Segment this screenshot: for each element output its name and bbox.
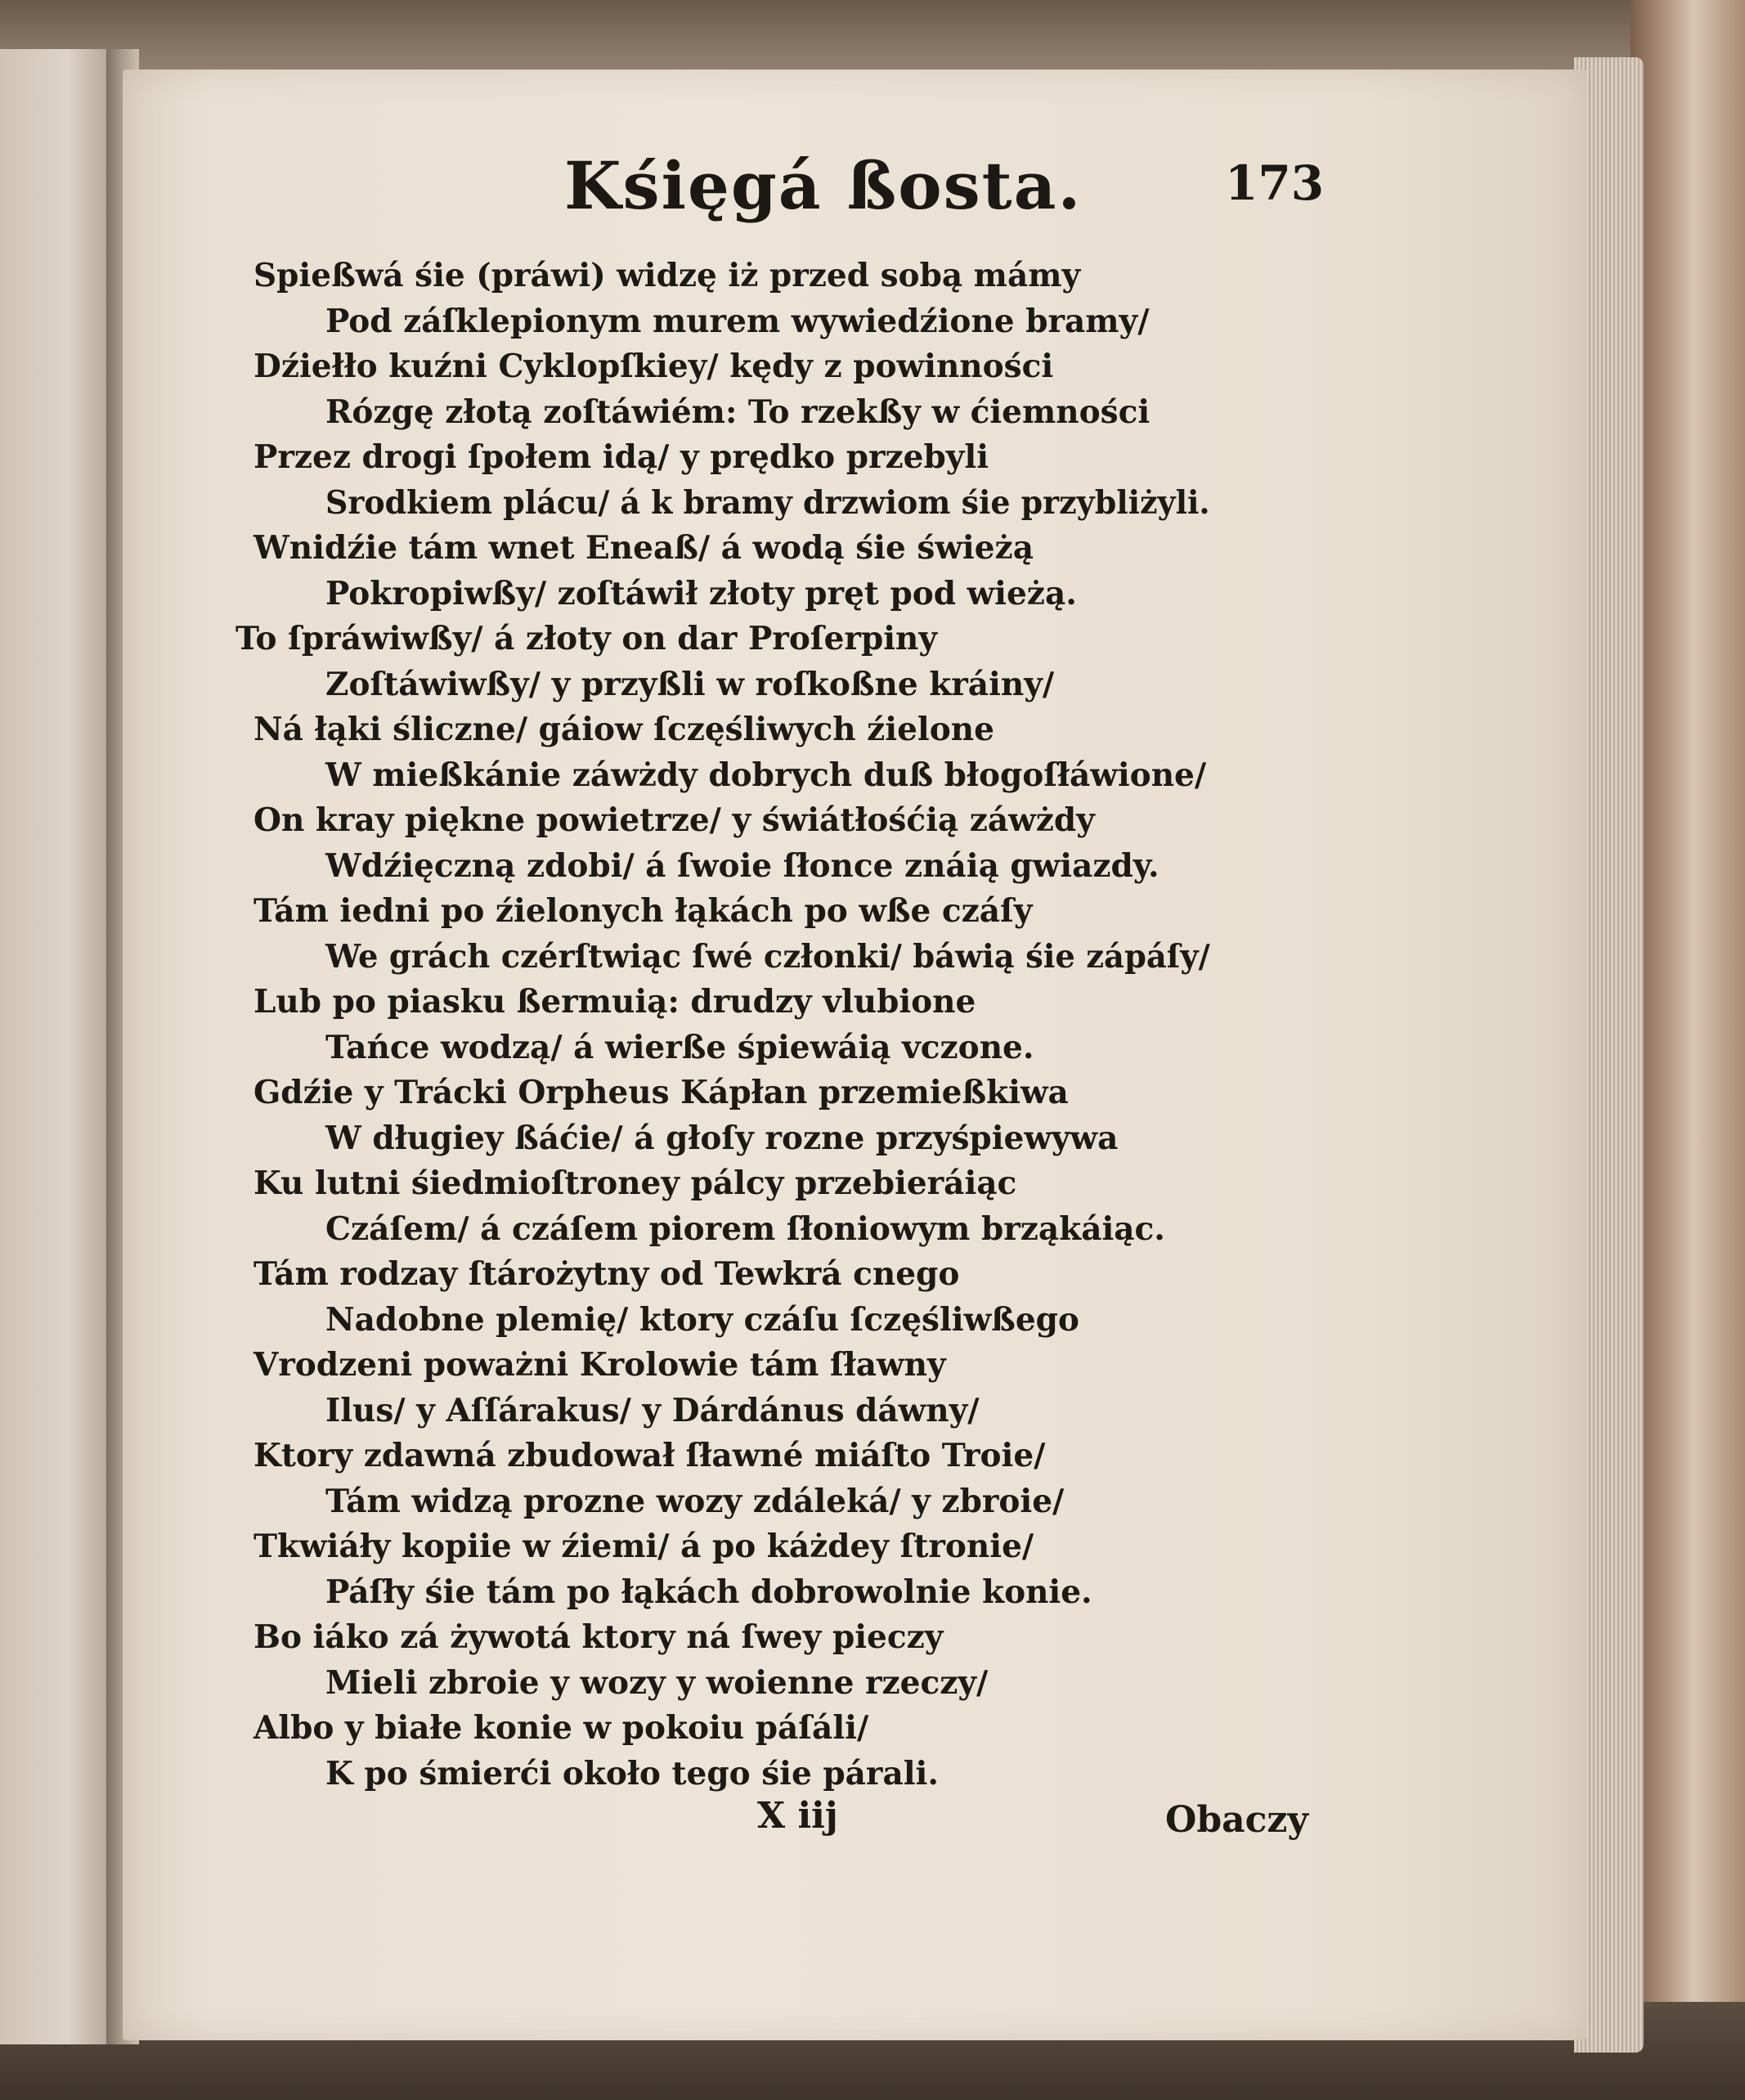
verse-line: W mießkánie záwżdy dobrych duß błogoſłáwione/ [325,756,1207,794]
left-page-edge [0,49,123,2044]
verse-line: Lub po piasku ßermuią: drudzy vlubione [253,983,976,1021]
verse-line: Wnidźie tám wnet Eneaß/ á wodą śie świeżą [253,529,1034,567]
verse-line: K po śmierći około tego śie párali. [325,1755,939,1793]
verse-line: Tám rodzay ſtárożytny od Tewkrá cnego [253,1255,960,1293]
verse-line: Páſły śie tám po łąkách dobrowolnie konie. [325,1573,1092,1611]
verse-line: Nadobne plemię/ ktory czáſu ſczęśliwßego [325,1301,1079,1339]
verse-line: Ilus/ y Aſſárakus/ y Dárdánus dáwny/ [325,1392,980,1429]
verse-line: Czáſem/ á czáſem piorem ſłoniowym brząkáiąc. [325,1210,1165,1248]
verse-line: Przez drogi ſpołem idą/ y prędko przebyli [253,438,989,476]
verse-line: Ktory zdawná zbudował ſławné miáſto Troie/ [253,1437,1046,1474]
verse-line: Spießwá śie (práwi) widzę iż przed sobą mámy [253,257,1081,294]
verse-line: Rózgę złotą zoſtáwiém: To rzekßy w ćiemności [325,393,1151,431]
verse-line: Gdźie y Trácki Orpheus Kápłan przemießkiwa [253,1074,1069,1111]
verse-line: Srodkiem plácu/ á k bramy drzwiom śie przybliżyli. [325,484,1210,522]
background-right [1631,0,1745,2100]
verse-line: Bo iáko zá żywotá ktory ná ſwey pieczy [253,1618,944,1656]
verse-line: To ſpráwiwßy/ á złoty on dar Proſerpiny [236,620,938,657]
page-number: 173 [1225,155,1325,211]
verse-line: On kray piękne powietrze/ y świátłośćią záwżdy [253,801,1095,839]
verse-line: Ku lutni śiedmioſtroney pálcy przebieráiąc [253,1164,1017,1202]
verse-line: Tkwiáły kopiie w źiemi/ á po káżdey ſtronie/ [253,1528,1034,1565]
verse-line: Albo y białe konie w pokoiu páſáli/ [253,1709,869,1747]
verse-line: Pod záſklepionym murem wywiedźione bramy/ [325,303,1150,340]
verse-line: Dźiełło kuźni Cyklopſkiey/ kędy z powinności [253,348,1054,385]
verse-line: Tańce wodzą/ á wierße śpiewáią vczone. [325,1029,1034,1066]
verse-line: W długiey ßáćie/ á głoſy rozne przyśpiewywa [325,1120,1119,1157]
verse-line: Ná łąki śliczne/ gáiow ſczęśliwych źielone [253,711,994,748]
verse-line: Pokropiwßy/ zoſtáwił złoty pręt pod wieżą. [325,575,1077,612]
verse-line: Mieli zbroie y wozy y woienne rzeczy/ [325,1664,989,1702]
verse-line: We grách czérſtwiąc ſwé członki/ báwią śie zápáſy/ [325,938,1210,976]
verse-line: Wdźięczną zdobi/ á ſwoie ſłonce znáią gwiazdy. [325,847,1160,885]
verse-line: Zoſtáwiwßy/ y przyßli w roſkoßne kráiny/ [325,666,1055,703]
catchword: Obaczy [1165,1799,1308,1841]
verse-line: Vrodzeni poważni Krolowie tám ſławny [253,1346,946,1384]
running-head: Kśięgá ßosta. [564,147,1083,224]
verse-line: Tám iedni po źielonych łąkách po wße czáſy [253,892,1033,930]
signature-mark: X iij [757,1795,838,1837]
verse-line: Tám widzą prozne wozy zdáleká/ y zbroie/ [325,1483,1065,1520]
